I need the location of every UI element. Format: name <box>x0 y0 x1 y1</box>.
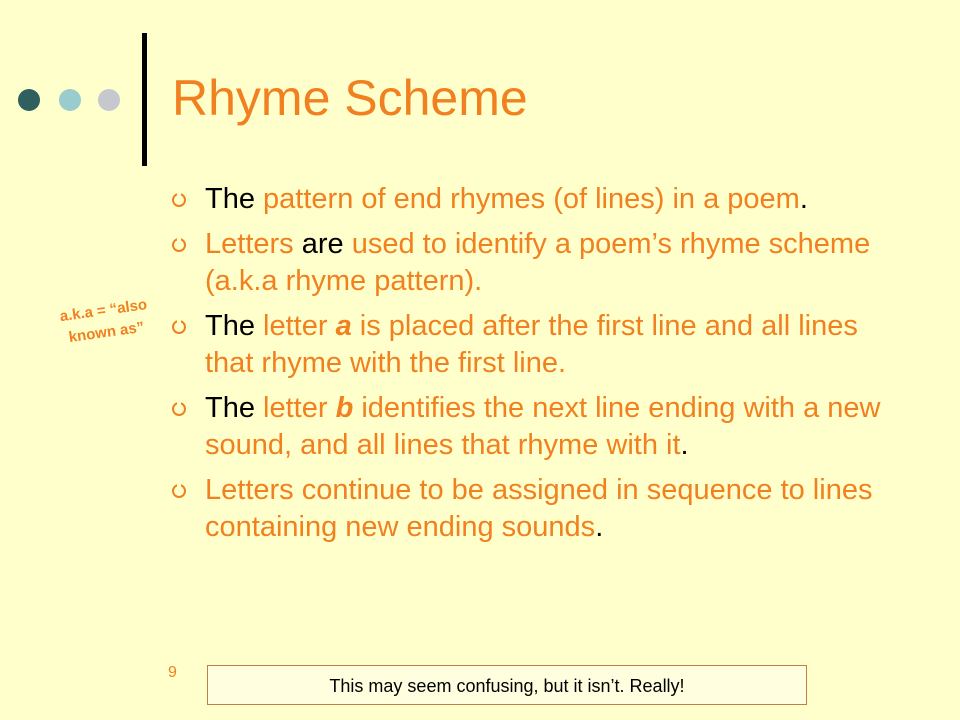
aka-note-line-2: known as” <box>67 318 146 347</box>
bullet-marker-icon <box>172 484 186 498</box>
bullet-lead-word: The <box>205 310 255 342</box>
bullet-text: letter <box>254 310 336 342</box>
bullet-text: identifies the next line ending with a new sound, and all lines that rhyme with it <box>205 392 881 461</box>
bullet-period: . <box>595 511 604 543</box>
title-divider <box>142 33 147 166</box>
bullet-item-letter-a <box>172 308 892 382</box>
bullet-marker-icon <box>172 193 186 207</box>
bullet-text: letter <box>254 392 336 424</box>
bullet-dark-word: are <box>301 228 344 260</box>
bullet-period: . <box>680 429 689 461</box>
bullet-list <box>172 181 892 554</box>
bullet-text: used to identify a poem’s rhyme scheme (a.k.a rhyme pattern). <box>205 228 871 297</box>
bullet-period: . <box>799 183 808 215</box>
slide-title: Rhyme Scheme <box>172 70 528 126</box>
bullet-text: pattern of end rhymes (of lines) in a poem <box>254 183 800 215</box>
decor-dot-gray <box>98 89 120 111</box>
footer-note: This may seem confusing, but it isn’t. Really! <box>207 665 807 705</box>
bullet-text: is placed after the first line and all lines that rhyme with the first line. <box>205 310 858 379</box>
bullet-marker-icon <box>172 238 186 252</box>
decor-dot-teal <box>59 89 81 111</box>
bullet-lead-word: The <box>205 183 255 215</box>
aka-note <box>38 291 173 353</box>
bullet-item-sequence <box>172 472 892 546</box>
aka-note-line-1: a.k.a = “also <box>58 296 149 326</box>
bullet-lead-word: The <box>205 392 255 424</box>
bullet-item-letter-b <box>172 390 892 464</box>
bullet-lead-word: Letters <box>205 228 302 260</box>
bullet-item-letters <box>172 226 892 300</box>
page-number: 9 <box>168 664 177 681</box>
decor-dot-dark <box>18 89 40 111</box>
bullet-marker-icon <box>172 402 186 416</box>
bullet-text: Letters continue to be assigned in sequence to lines containing new ending sounds <box>205 474 873 543</box>
bullet-marker-icon <box>172 320 186 334</box>
bullet-item-pattern <box>172 181 892 218</box>
letter-b: b <box>335 392 354 424</box>
letter-a: a <box>335 310 352 342</box>
